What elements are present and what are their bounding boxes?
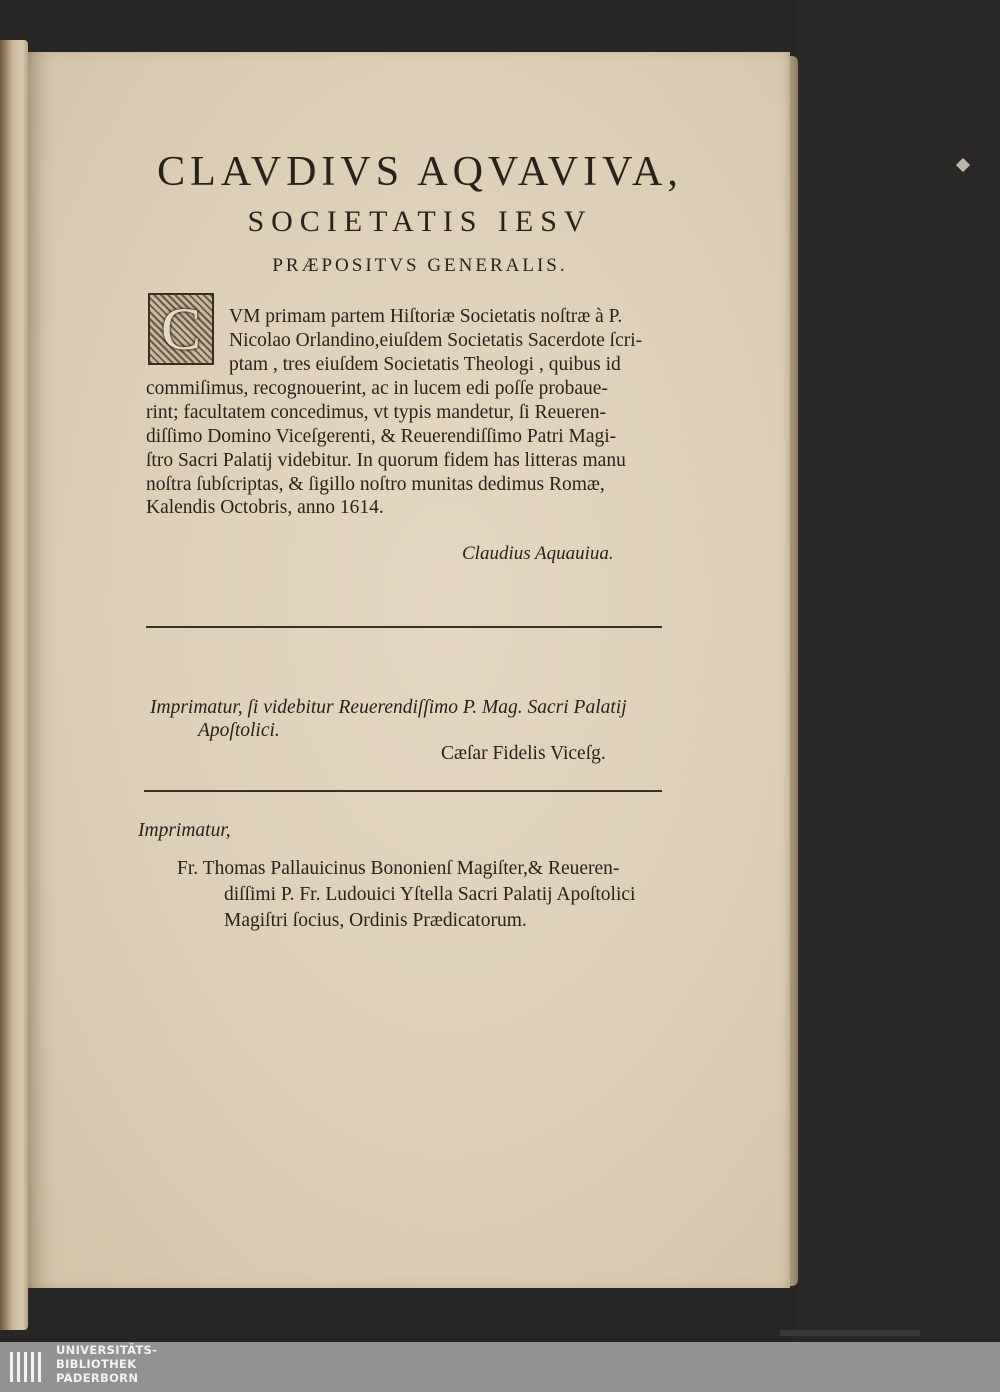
divider-rule-1 bbox=[146, 626, 662, 628]
decorated-initial bbox=[148, 293, 214, 365]
title-office: PRÆPOSITVS GENERALIS. bbox=[272, 255, 568, 276]
initial-letter: C bbox=[160, 295, 202, 362]
title-name: CLAVDIVS AQVAVIVA, bbox=[157, 149, 683, 195]
imprimatur-1-line-2: Apoſtolici. bbox=[198, 720, 280, 741]
imprimatur-1-signer: Cæſar Fidelis Viceſg. bbox=[441, 743, 606, 764]
library-name-line-1: UNIVERSITÄTS- bbox=[56, 1343, 158, 1357]
decree-line-9: Kalendis Octobris, anno 1614. bbox=[146, 497, 384, 518]
signature-aquauiua: Claudius Aquauiua. bbox=[462, 543, 614, 564]
imprimatur-2-line-3: Magiſtri ſocius, Ordinis Prædicatorum. bbox=[224, 910, 527, 931]
decree-line-1: VM primam partem Hiſtoriæ Societatis noſtræ à P. bbox=[229, 306, 623, 327]
book-bottom-edge bbox=[780, 1330, 920, 1336]
library-name-line-2: BIBLIOTHEK bbox=[56, 1357, 137, 1371]
imprimatur-1-line-1: Imprimatur, ſi videbitur Reuerendiſſimo P. Mag. Sacri Palatij bbox=[150, 697, 627, 718]
library-footer-bar bbox=[0, 1342, 1000, 1392]
decree-line-8: noſtra ſubſcriptas, & ſigillo noſtro munitas dedimus Romæ, bbox=[146, 474, 605, 495]
scanner-bed bbox=[798, 0, 1000, 1342]
imprimatur-2-line-2: diſſimi P. Fr. Ludouici Yſtella Sacri Palatij Apoſtolici bbox=[224, 884, 636, 905]
decree-line-3: ptam , tres eiuſdem Societatis Theologi , quibus id bbox=[229, 354, 621, 375]
library-logo-icon bbox=[8, 1348, 44, 1386]
decree-line-6: diſſimo Domino Viceſgerenti, & Reuerendiſſimo Patri Magi- bbox=[146, 426, 617, 447]
imprimatur-2-line-1: Fr. Thomas Pallauicinus Bononienſ Magiſter,& Reueren- bbox=[177, 858, 620, 879]
imprimatur-2-label: Imprimatur, bbox=[138, 820, 231, 841]
decree-line-5: rint; facultatem concedimus, vt typis mandetur, ſi Reueren- bbox=[146, 402, 607, 423]
library-name bbox=[56, 1343, 157, 1385]
divider-rule-2 bbox=[144, 790, 662, 792]
left-page-edge bbox=[0, 40, 28, 1330]
decree-line-4: commiſimus, recognouerint, ac in lucem edi poſſe probaue- bbox=[146, 378, 608, 399]
decree-line-7: ſtro Sacri Palatij videbitur. In quorum fidem has litteras manu bbox=[146, 450, 626, 471]
title-society: SOCIETATIS IESV bbox=[247, 205, 593, 238]
library-name-line-3: PADERBORN bbox=[56, 1371, 139, 1385]
decree-line-2: Nicolao Orlandino,eiuſdem Societatis Sacerdote ſcri- bbox=[229, 330, 643, 351]
